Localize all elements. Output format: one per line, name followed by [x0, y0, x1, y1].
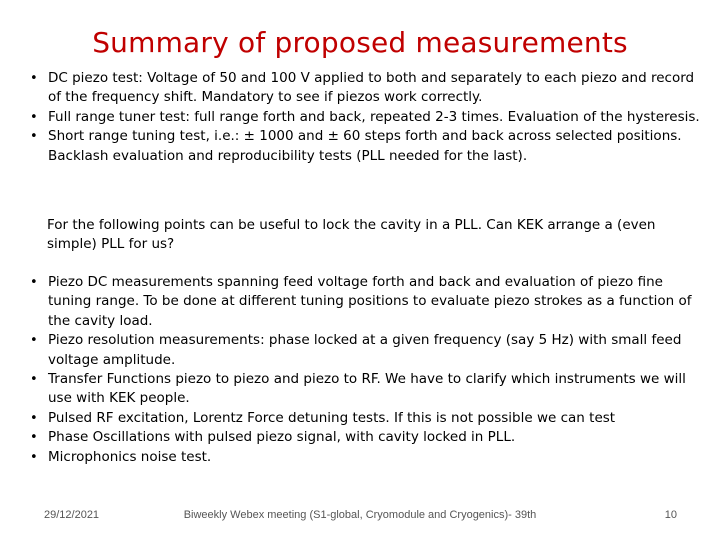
list-item: [28, 127, 700, 166]
bullet-text: Full range tuner test: full range forth and back, repeated 2-3 times. Evaluation of the hysteresis.: [48, 108, 700, 125]
slide-title: Summary of proposed measurements: [92, 26, 628, 59]
bullet-text: Piezo DC measurements spanning feed voltage forth and back and evaluation of piezo fine tuning range. To be done at different tuning positions to evaluate piezo strokes as a function of the cavity load.: [48, 274, 692, 329]
bullet-list-2: [28, 273, 700, 467]
bullet-text: Microphonics noise test.: [48, 448, 212, 465]
bullet-text: Pulsed RF excitation, Lorentz Force detuning tests. If this is not possible we can test: [48, 409, 616, 426]
bullet-icon: •: [30, 71, 38, 86]
bullet-list-1: [28, 69, 700, 166]
bullet-icon: •: [30, 410, 38, 426]
pll-paragraph: For the following points can be useful to lock the cavity in a PLL. Can KEK arrange a (even simple) PLL for us?: [47, 217, 656, 253]
list-item: [28, 409, 700, 428]
footer-date: 29/12/2021: [44, 509, 100, 521]
pll-paragraph-block: [47, 216, 697, 255]
list-item: [28, 370, 700, 409]
list-item: [28, 448, 700, 467]
list-item: [28, 428, 700, 447]
list-item: [28, 108, 700, 127]
bullet-icon: •: [30, 449, 38, 465]
bullet-text: Transfer Functions piezo to piezo and piezo to RF. We have to clarify which instruments we will use with KEK people.: [48, 371, 686, 407]
list-item: [28, 331, 700, 370]
bullet-icon: •: [30, 430, 38, 446]
bullet-icon: •: [30, 275, 38, 290]
bullet-icon: •: [30, 129, 38, 145]
list-item: [28, 69, 700, 108]
footer-page-number: 10: [664, 509, 677, 521]
bullet-icon: •: [30, 109, 38, 125]
footer-meeting-title: Biweekly Webex meeting (S1-global, Cryomodule and Cryogenics)- 39th: [183, 509, 537, 521]
bullet-text: Phase Oscillations with pulsed piezo signal, with cavity locked in PLL.: [48, 429, 516, 446]
bullet-icon: •: [30, 333, 38, 349]
list-item: [28, 273, 700, 331]
bullet-text: DC piezo test: Voltage of 50 and 100 V applied to both and separately to each piezo and record of the frequency shift. Mandatory to see if piezos work correctly.: [48, 70, 695, 106]
bullet-text: Short range tuning test, i.e.: ± 1000 and ± 60 steps forth and back across selected positions. Backlash evaluation and reproducibility tests (PLL needed for the last).: [48, 128, 682, 164]
bullet-icon: •: [30, 372, 38, 388]
bullet-text: Piezo resolution measurements: phase locked at a given frequency (say 5 Hz) with small feed voltage amplitude.: [48, 332, 682, 368]
